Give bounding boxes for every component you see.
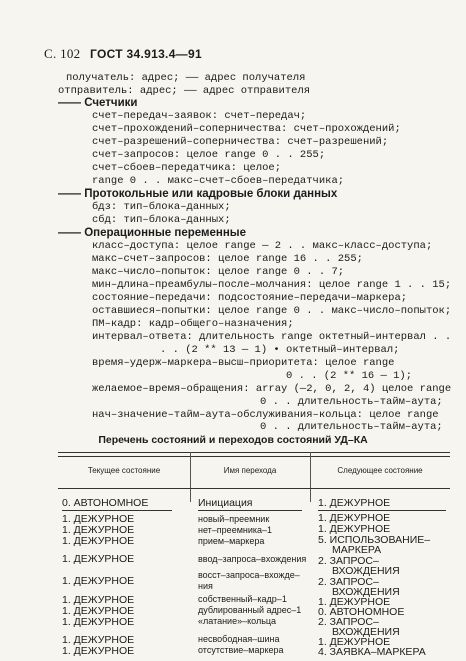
cell-underline xyxy=(198,510,302,511)
section-heading: —— Операционные переменные xyxy=(58,227,246,239)
cell-underline xyxy=(62,510,172,511)
text-line: мин–длина–преамбулы–после–молчания: целое range 1 . . 15; xyxy=(92,279,452,291)
col-divider-1 xyxy=(190,452,191,502)
text-line: состояние–передачи: подсостояние–передачи–маркера; xyxy=(92,292,408,304)
table-cell-transition: нет–преемника–1 xyxy=(198,525,273,535)
cell-underline xyxy=(318,510,446,511)
text-line: счет–прохождений–соперничества: счет–прохождений; xyxy=(92,123,401,135)
table-cell-transition: несвободная–шина xyxy=(198,634,280,644)
text-line: range 0 . . макс–счет–сбоев–передатчика; xyxy=(92,175,345,187)
table-cell-current: 1. ДЕЖУРНОЕ xyxy=(62,634,135,646)
text-line: . . (2 ** 13 — 1) • октетный–интервал; xyxy=(160,344,400,356)
text-line: нач–значение–тайм–аута–обслуживания–кольца: целое range xyxy=(92,409,439,421)
table-cell-transition: ния xyxy=(198,581,213,591)
section-heading: —— Счетчики xyxy=(58,97,138,109)
text-line: ПМ–кадр: кадр–общего–назначения; xyxy=(92,318,294,330)
column-header: Следующее состояние xyxy=(337,466,423,475)
text-line: интервал–ответа: длительность range октетный–интервал . . xyxy=(92,331,452,343)
text-line: желаемое–время–обращения: array (—2, 0, 2, 4) целое range xyxy=(92,383,452,395)
table-cell-transition: собственный–кадр–1 xyxy=(198,594,287,604)
text-line: счет–разрешений–соперничества: счет–разрешений; xyxy=(92,136,389,148)
table-cell-transition: дублированный адрес–1 xyxy=(198,605,302,615)
column-header: Имя перехода xyxy=(223,466,277,475)
table-cell-next: ВХОЖДЕНИЯ xyxy=(332,565,400,577)
table-cell-next: ВХОЖДЕНИЯ xyxy=(332,586,400,598)
table-cell-current: 1. ДЕЖУРНОЕ xyxy=(62,575,135,587)
text-line: счет–передач–заявок: счет–передач; xyxy=(92,110,307,122)
table-top-rule xyxy=(58,452,450,453)
standard-id: ГОСТ 34.913.4—91 xyxy=(90,47,202,61)
table-cell-transition: Инициация xyxy=(198,497,253,509)
table-cell-current: 1. ДЕЖУРНОЕ xyxy=(62,616,135,628)
text-line: время–удерж–маркера–высш–приоритета: целое range xyxy=(92,357,395,369)
text-line: макс–счет–запросов: целое range 16 . . 255; xyxy=(92,253,363,265)
table-cell-next: 0. АВТОНОМНОЕ xyxy=(318,606,405,618)
table-cell-transition: «латание»–кольца xyxy=(198,616,277,626)
table-cell-current: 1. ДЕЖУРНОЕ xyxy=(62,524,135,536)
text-line: оставшиеся–попытки: целое range 0 . . макс–число–попыток; xyxy=(92,305,452,317)
table-cell-current: 0. АВТОНОМНОЕ xyxy=(62,497,149,509)
table-cell-transition: прием–маркера xyxy=(198,536,265,546)
text-line: 0 . . длительность–тайм–аута; xyxy=(260,396,443,408)
table-cell-next: 2. ЗАПРОС– xyxy=(318,576,379,588)
table-cell-current: 1. ДЕЖУРНОЕ xyxy=(62,513,135,525)
table-cell-next: 4. ЗАЯВКА–МАРКЕРА xyxy=(318,646,426,658)
text-line: отправитель: адрес; —— адрес отправителя xyxy=(58,85,311,97)
text-line: 0 . . (2 ** 16 — 1); xyxy=(286,370,413,382)
table-cell-next: 5. ИСПОЛЬЗОВАНИЕ– xyxy=(318,534,431,546)
text-line: класс–доступа: целое range — 2 . . макс–класс–доступа; xyxy=(92,240,433,252)
text-line: 0 . . длительность–тайм–аута; xyxy=(260,421,443,433)
page-label: С. 102 xyxy=(44,46,81,61)
table-cell-next: 1. ДЕЖУРНОЕ xyxy=(318,523,391,535)
table-cell-transition: ввод–запроса–вхождения xyxy=(198,554,307,564)
table-cell-transition: восст–запроса–вхожде– xyxy=(198,570,300,580)
table-title: Перечень состояний и переходов состояний УД–КА xyxy=(98,434,368,446)
section-heading: —— Протокольные или кадровые блоки данных xyxy=(58,188,338,200)
table-cell-current: 1. ДЕЖУРНОЕ xyxy=(62,535,135,547)
text-line: счет–запросов: целое range 0 . . 255; xyxy=(92,149,326,161)
table-cell-next: 2. ЗАПРОС– xyxy=(318,616,379,628)
table-cell-next: 2. ЗАПРОС– xyxy=(318,555,379,567)
table-cell-current: 1. ДЕЖУРНОЕ xyxy=(62,645,135,657)
table-cell-next: МАРКЕРА xyxy=(332,544,382,556)
table-cell-next: ВХОЖДЕНИЯ xyxy=(332,626,400,638)
table-cell-next: 1. ДЕЖУРНОЕ xyxy=(318,636,391,648)
text-line: сбд: тип–блока–данных; xyxy=(92,214,231,226)
table-top-rule-2 xyxy=(58,456,450,457)
table-cell-next: 1. ДЕЖУРНОЕ xyxy=(318,596,391,608)
page-header xyxy=(44,46,202,62)
table-cell-current: 1. ДЕЖУРНОЕ xyxy=(62,553,135,565)
table-cell-current: 1. ДЕЖУРНОЕ xyxy=(62,594,135,606)
table-header-rule xyxy=(58,488,450,489)
table-cell-transition: новый–преемник xyxy=(198,514,270,524)
column-header: Текущее состояние xyxy=(87,466,161,475)
table-cell-current: 1. ДЕЖУРНОЕ xyxy=(62,605,135,617)
table-cell-transition: отсутствие–маркера xyxy=(198,645,284,655)
text-line: бдз: тип–блока–данных; xyxy=(92,201,231,213)
text-line: счет–сбоев–передатчика: целое; xyxy=(92,162,282,174)
table-cell-next: 1. ДЕЖУРНОЕ xyxy=(318,497,391,509)
text-line: макс–число–попыток: целое range 0 . . 7; xyxy=(92,266,345,278)
col-divider-2 xyxy=(310,452,311,502)
text-line: получатель: адрес; —— адрес получателя xyxy=(66,72,306,84)
table-cell-next: 1. ДЕЖУРНОЕ xyxy=(318,512,391,524)
